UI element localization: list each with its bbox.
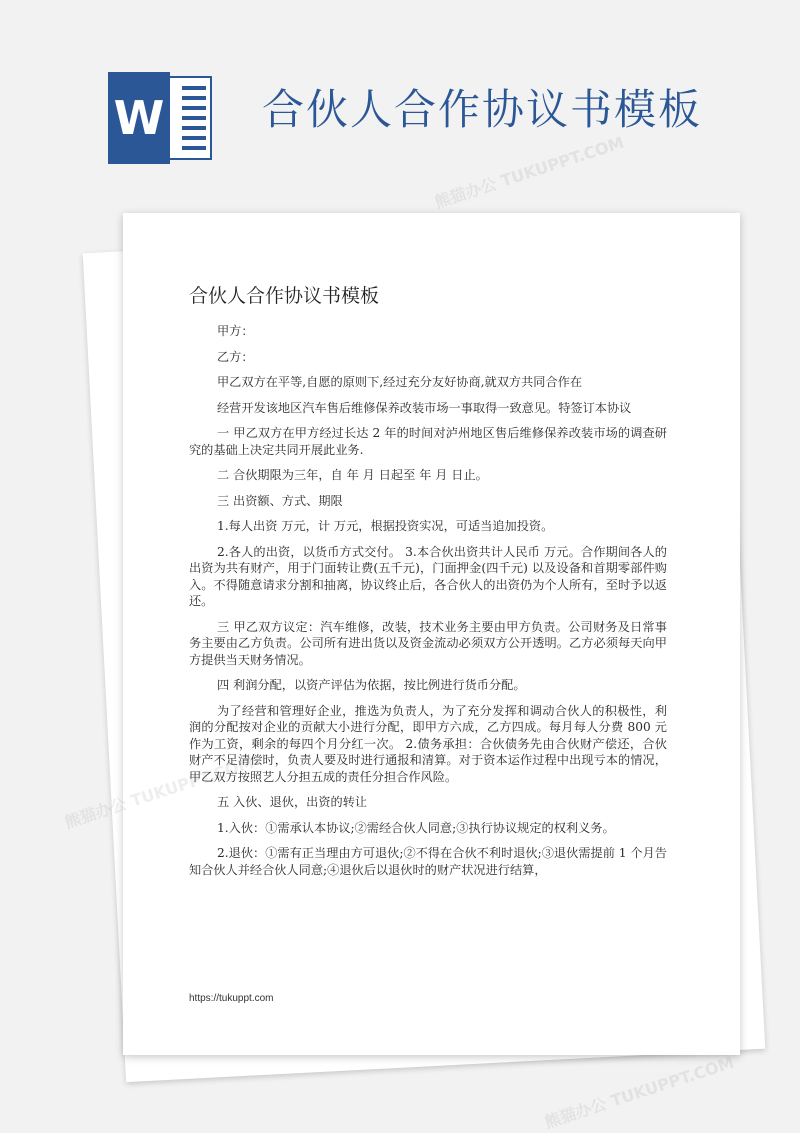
paragraph: 三 甲乙双方议定：汽车维修，改装，技术业务主要由甲方负责。公司财务及日常事务主要由乙方负责。公司所有进出货以及资金流动必须双方公开透明。乙方必须每天向甲方提供当天财务情况。 (189, 619, 667, 667)
document-page (123, 213, 740, 1055)
paragraph: 经营开发该地区汽车售后维修保养改装市场一事取得一致意见。特签订本协议 (217, 400, 632, 415)
paragraph: 三 出资额、方式、期限 (217, 493, 343, 508)
paragraph: 四 利润分配，以资产评估为依据，按比例进行货币分配。 (217, 678, 526, 692)
paragraph: 一 甲乙双方在甲方经过长达 2 年的时间对泸州地区售后维修保养改装市场的调查研究的基础上决定共同开展此业务. (189, 426, 667, 457)
document-title: 合伙人合作协议书模板 (189, 285, 380, 307)
watermark: 熊猫办公 (62, 794, 129, 833)
paragraph: 为了经营和管理好企业，推选为负责人，为了充分发挥和调动合伙人的积极性，利润的分配按对企业的贡献大小进行分配，即甲方六成，乙方四成。每月每人分费 800 元作为工资，剩余的每四个月分红一次。 2.债务承担：合伙债务先由合伙财产偿还，合伙财产不足清偿时，负责人要及时进行通报和清算。对于资本运作过程中出现亏本的情况，甲乙双方按照艺人分担五成的责任分担合作风险。 (189, 703, 667, 784)
paragraph: 2.退伙：①需有正当理由方可退伙;②不得在合伙不利时退伙;③退伙需提前 1 个月告知合伙人并经合伙人同意;④退伙后以退伙时的财产状况进行结算， (189, 846, 667, 877)
paragraph: 1.每人出资 万元，计 万元，根据投资实况，可适当追加投资。 (217, 519, 554, 533)
watermark: 熊猫办公 TUKUPPT.COM (432, 132, 627, 213)
paragraph: 二 合伙期限为三年，自 年 月 日起至 年 月 日止。 (217, 468, 488, 482)
document-body (189, 323, 667, 887)
word-logo-letter: W (108, 72, 170, 164)
paragraph: 1.入伙：①需承认本协议;②需经合伙人同意;③执行协议规定的权利义务。 (217, 820, 615, 835)
paragraph: 乙方： (217, 349, 254, 364)
paragraph: 甲方： (217, 324, 254, 338)
page-title: 合伙人合作协议书模板 (262, 85, 703, 134)
header-banner (0, 0, 800, 200)
footer-url: https://tukuppt.com (189, 993, 274, 1004)
paragraph: 五 入伙、退伙，出资的转让 (217, 795, 368, 809)
watermark: 熊猫办公 TUKUPPT.COM (542, 1052, 737, 1133)
word-document-icon (108, 72, 214, 164)
paragraph: 2.各人的出资，以货币方式交付。 3.本合伙出资共计人民币 万元。合作期间各人的出资为共有财产，用于门面转让费(五千元)，门面押金(四千元) 以及设备和首期零部件购入。不得随意请求分割和抽离，协议终止后，各合伙人的出资仍为个人所有，至时予以返还。 (189, 544, 667, 608)
paragraph: 甲乙双方在平等,自愿的原则下,经过充分友好协商,就双方共同合作在 (217, 375, 583, 389)
